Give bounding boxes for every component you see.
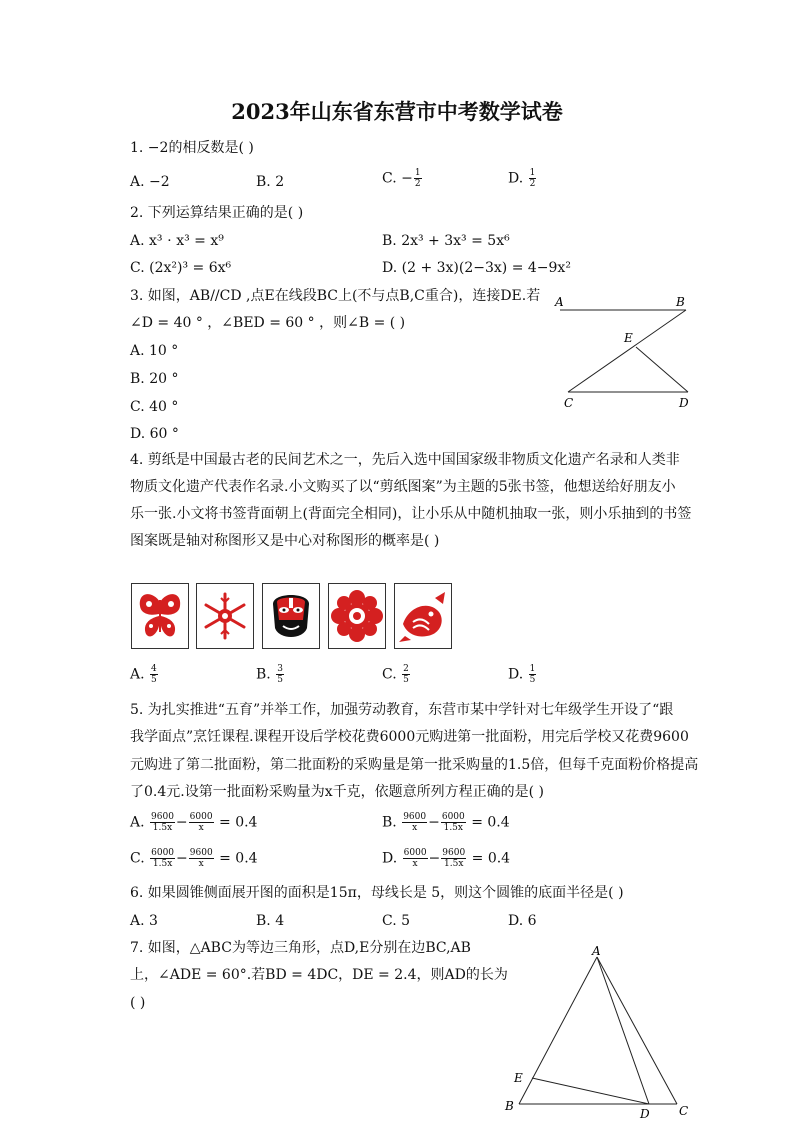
label-a: A [592,944,601,958]
q4-option-b: B. $\frac{3}{5}$ [256,664,283,685]
segment-de [532,1078,649,1104]
q3-option-c: C. 40 ° [130,399,179,415]
q5-option-a: A. $\frac{9600}{1.5x}$ − $\frac{6000}{x}$ = 0.4 [130,812,258,833]
snowflake-papercut-card [196,583,254,649]
question-3-line-2: ∠D = 40 ° ，∠BED = 60 ° ，则∠B = ( ) [130,315,406,331]
q3-option-b: B. 20 ° [130,371,179,387]
q1-option-c: C. − $\frac{1}{2}$ [382,168,421,189]
label-b: B [676,295,685,309]
question-2: 2. 下列运算结果正确的是( ) [130,205,304,221]
question-7-line-3: ( ) [130,995,146,1011]
snowflake-icon [197,584,253,648]
q2-option-d: D. (2 + 3x)(2−3x) = 4−9x² [382,260,571,276]
q2-option-b: B. 2x³ + 3x³ = 5x⁶ [382,233,510,249]
q6-option-d: D. 6 [508,913,537,929]
q6-option-a: A. 3 [130,913,158,929]
q2-option-a: A. x³ ⋅ x³ = x⁹ [130,233,224,249]
question-3-line-1: 3. 如图，AB//CD ,点E在线段BC上(不与点B,C重合)，连接DE.若 [130,288,541,304]
question-4-line-3: 乐一张.小文将书签背面朝上(背面完全相同)，让小乐从中随机抽取一张，则小乐抽到的书签 [130,506,692,522]
opera-mask-icon [263,584,319,648]
question-1: 1. −2的相反数是( ) [130,140,254,156]
butterfly-papercut-card [131,583,189,649]
label-a: A [555,295,564,309]
q4-option-a: A. $\frac{4}{5}$ [130,664,157,685]
label-c: C [564,396,574,410]
flower-icon [329,584,385,648]
question-5-line-4: 了0.4元.设第一批面粉采购量为x千克，依题意所列方程正确的是( ) [130,784,544,800]
question-5-line-3: 元购进了第二批面粉，第二批面粉的采购量是第一批采购量的1.5倍，但每千克面粉价格提高 [130,757,699,773]
question-5-line-2: 我学面点”烹饪课程.课程开设后学校花费6000元购进第一批面粉，用完后学校又花费9600 [130,729,689,745]
q3-geometry-figure [548,290,698,415]
butterfly-icon [132,584,188,648]
q1-option-d: D. $\frac{1}{2}$ [508,168,536,189]
question-4-line-2: 物质文化遗产代表作名录.小文购买了以“剪纸图案”为主题的5张书签，他想送给好朋友小 [130,479,676,495]
q7-geometry-figure [495,940,705,1120]
question-5-line-1: 5. 为扎实推进“五育”并举工作，加强劳动教育，东营市某中学针对七年级学生开设了“跟 [130,702,674,718]
label-c: C [679,1104,689,1118]
q6-option-c: C. 5 [382,913,411,929]
question-4-line-4: 图案既是轴对称图形又是中心对称图形的概率是( ) [130,533,440,549]
q3-option-d: D. 60 ° [130,426,179,442]
flower-papercut-card [328,583,386,649]
q1-option-b: B. 2 [256,174,285,190]
label-e: E [514,1071,523,1085]
label-b: B [505,1099,514,1113]
fish-icon [395,584,451,648]
segment-ab [519,957,597,1104]
segment-ad [597,957,649,1104]
q3-option-a: A. 10 ° [130,343,179,359]
q4-option-d: D. $\frac{1}{5}$ [508,664,536,685]
q5-option-d: D. $\frac{6000}{x}$ − $\frac{9600}{1.5x}$ = 0.4 [382,848,511,869]
question-6: 6. 如果圆锥侧面展开图的面积是15π，母线长是 5，则这个圆锥的底面半径是( ) [130,885,624,901]
segment-ac [597,957,677,1104]
question-7-line-2: 上，∠ADE = 60°.若BD = 4DC，DE = 2.4，则AD的长为 [130,967,508,983]
q5-option-b: B. $\frac{9600}{x}$ − $\frac{6000}{1.5x}$ = 0.4 [382,812,510,833]
page-title: 2023年山东省东营市中考数学试卷 [231,99,563,124]
q2-option-c: C. (2x²)³ = 6x⁶ [130,260,232,276]
q6-option-b: B. 4 [256,913,285,929]
q5-option-c: C. $\frac{6000}{1.5x}$ − $\frac{9600}{x}$ = 0.4 [130,848,258,869]
fish-papercut-card [394,583,452,649]
label-d: D [679,396,689,410]
label-d: D [640,1107,650,1120]
question-4-line-1: 4. 剪纸是中国最古老的民间艺术之一，先后入选中国国家级非物质文化遗产名录和人类非 [130,452,680,468]
segment-de [636,347,688,392]
segment-bc [568,310,686,392]
label-e: E [624,331,633,345]
question-7-line-1: 7. 如图，△ABC为等边三角形，点D,E分别在边BC,AB [130,940,471,956]
opera-mask-papercut-card [262,583,320,649]
q4-option-c: C. $\frac{2}{5}$ [382,664,409,685]
q1-option-a: A. −2 [130,174,170,190]
